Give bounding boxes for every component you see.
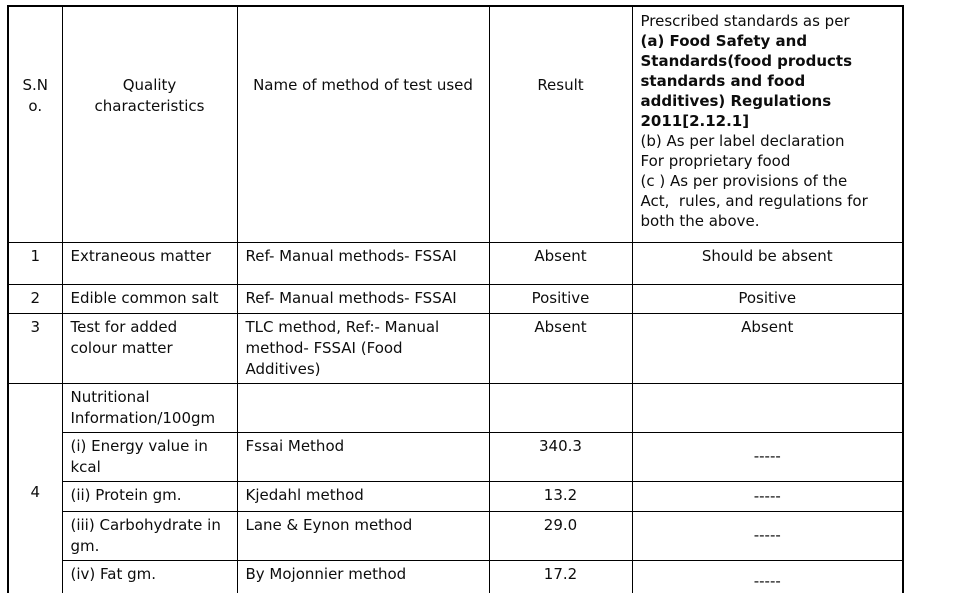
- table-row-4-item-1: [8, 432, 903, 481]
- row4-item4-result: 17.2: [489, 560, 632, 593]
- row3-method: TLC method, Ref:- Manual method- FSSAI (Food Additives): [237, 313, 489, 383]
- header-row: [8, 6, 903, 242]
- row1-method: Ref- Manual methods- FSSAI: [237, 242, 489, 284]
- table-row-3: [8, 313, 903, 383]
- header-cell-quality: Quality characteristics: [62, 6, 237, 242]
- row4-section-standard: [632, 383, 903, 432]
- row4-item2-quality: (ii) Protein gm.: [62, 481, 237, 511]
- row4-item3-method: Lane & Eynon method: [237, 511, 489, 560]
- row3-result: Absent: [489, 313, 632, 383]
- row3-quality: Test for added colour matter: [62, 313, 237, 383]
- row4-sno: 4: [8, 383, 62, 593]
- row4-item1-method: Fssai Method: [237, 432, 489, 481]
- table-row-4-item-3: [8, 511, 903, 560]
- row1-standard: Should be absent: [632, 242, 903, 284]
- row2-sno: 2: [8, 284, 62, 313]
- table-row-1: [8, 242, 903, 284]
- row4-item3-result: 29.0: [489, 511, 632, 560]
- row2-standard: Positive: [632, 284, 903, 313]
- row3-sno: 3: [8, 313, 62, 383]
- row4-item4-standard: -----: [632, 560, 903, 593]
- test-report-table: [7, 5, 904, 593]
- header-cell-result: Result: [489, 6, 632, 242]
- row1-result: Absent: [489, 242, 632, 284]
- row2-method: Ref- Manual methods- FSSAI: [237, 284, 489, 313]
- table-row-2: [8, 284, 903, 313]
- row4-section-label: Nutritional Information/100gm: [62, 383, 237, 432]
- row4-item4-quality: (iv) Fat gm.: [62, 560, 237, 593]
- row4-section-method: [237, 383, 489, 432]
- row1-sno: 1: [8, 242, 62, 284]
- row4-item2-standard: -----: [632, 481, 903, 511]
- row2-quality: Edible common salt: [62, 284, 237, 313]
- header-sno-label: S.No.: [22, 76, 48, 115]
- row2-result: Positive: [489, 284, 632, 313]
- row1-quality: Extraneous matter: [62, 242, 237, 284]
- row4-item1-result: 340.3: [489, 432, 632, 481]
- row4-item4-method: By Mojonnier method: [237, 560, 489, 593]
- row4-section-result: [489, 383, 632, 432]
- header-cell-method: Name of method of test used: [237, 6, 489, 242]
- header-cell-standards: Prescribed standards as per (a) Food Safety and Standards(food products standards and food additives) Regulations 2011[2.12.1] (b) As per label declaration For proprietary food (c ) As per provisions of the Act, rules, and regulations for both the above.: [632, 6, 903, 242]
- row4-item2-method: Kjedahl method: [237, 481, 489, 511]
- table-row-4-section: [8, 383, 903, 432]
- header-cell-sno: [8, 6, 62, 242]
- row4-item2-result: 13.2: [489, 481, 632, 511]
- row4-item3-quality: (iii) Carbohydrate in gm.: [62, 511, 237, 560]
- table-row-4-item-4: [8, 560, 903, 593]
- row4-item3-standard: -----: [632, 511, 903, 560]
- row3-standard: Absent: [632, 313, 903, 383]
- row4-item1-quality: (i) Energy value in kcal: [62, 432, 237, 481]
- table-row-4-item-2: [8, 481, 903, 511]
- row4-item1-standard: -----: [632, 432, 903, 481]
